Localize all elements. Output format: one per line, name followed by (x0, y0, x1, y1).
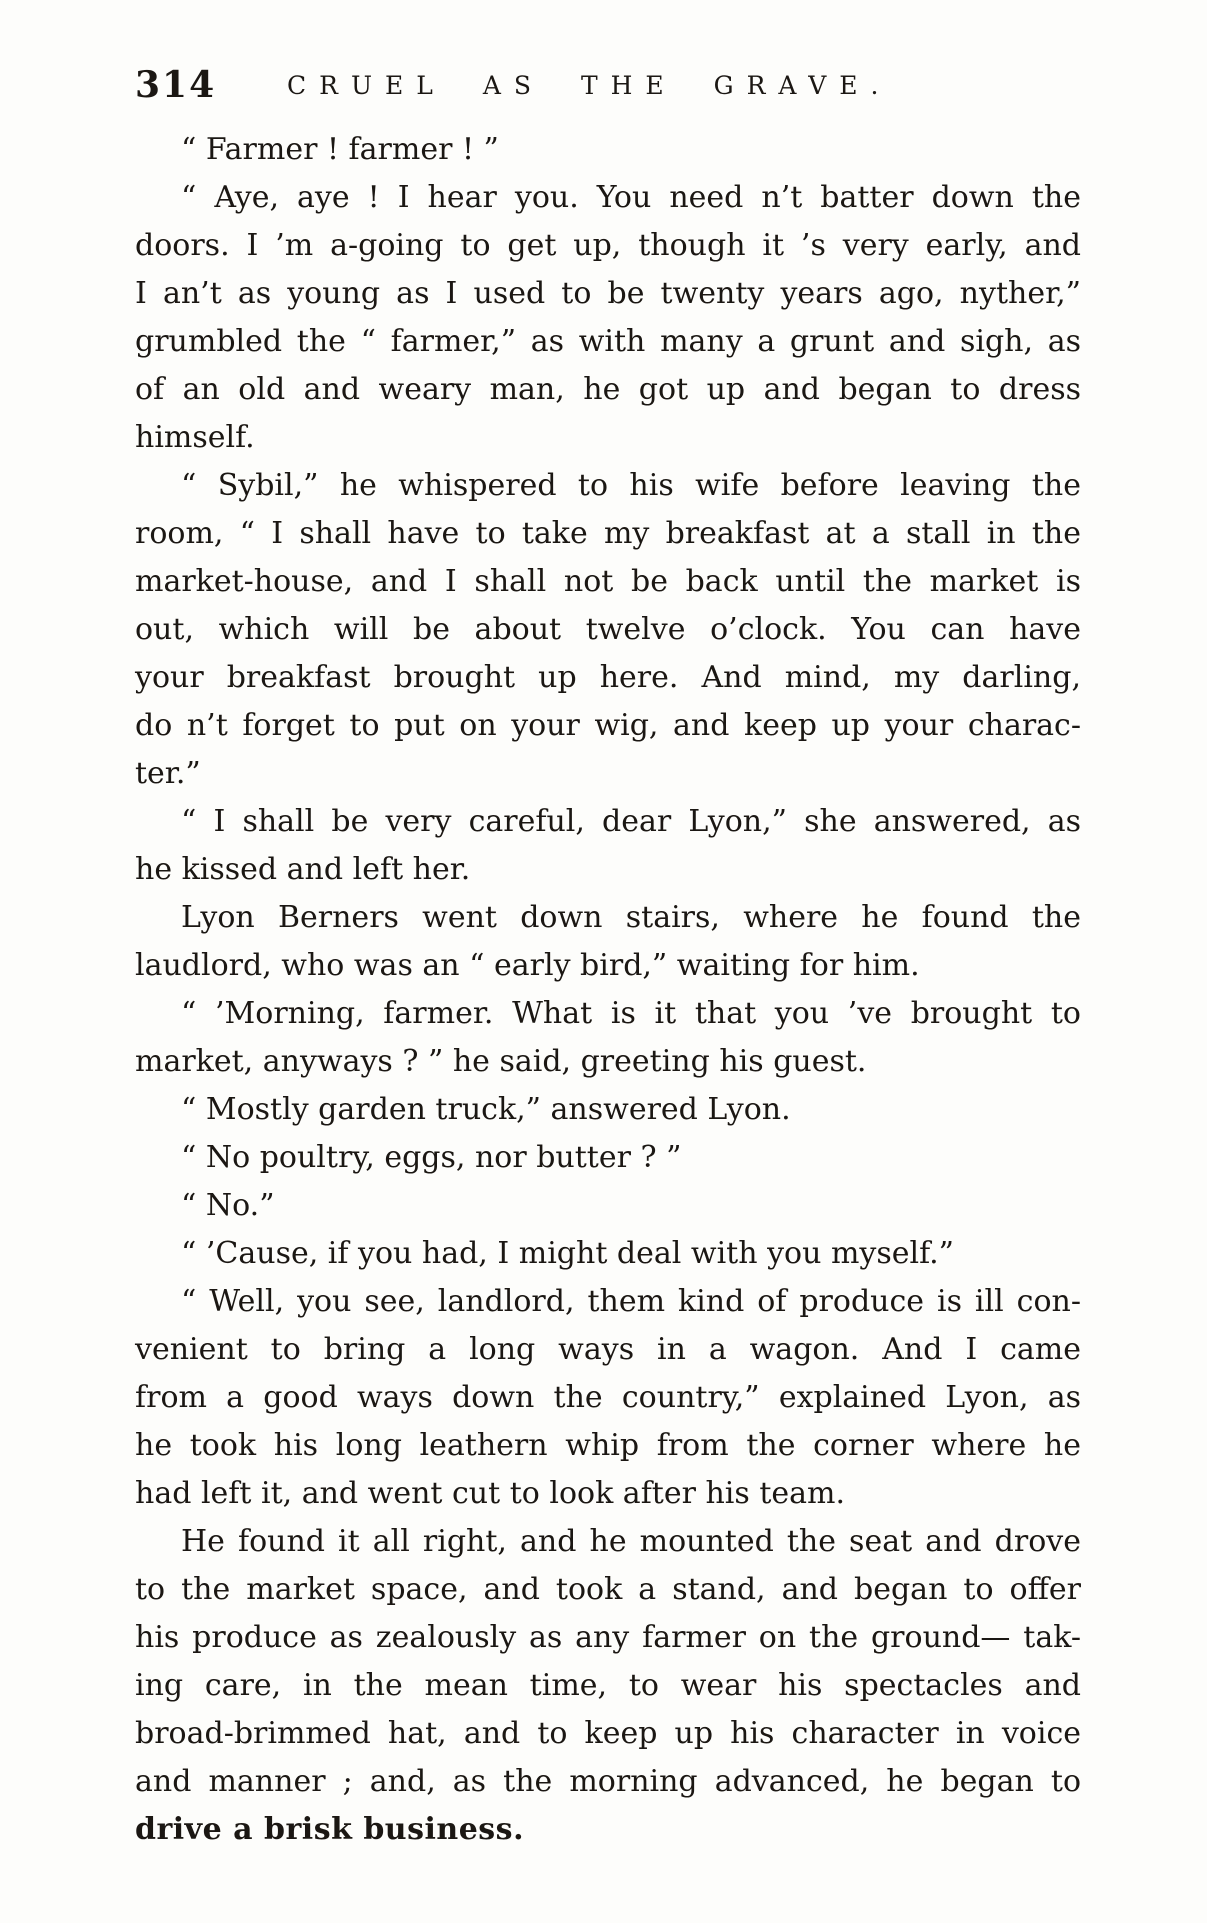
page-number: 314 (135, 64, 217, 106)
paragraph (135, 1230, 1081, 1278)
text-line: broad-brimmed hat, and to keep up his character in voice (135, 1716, 1081, 1751)
text-line: from a good ways down the country,” explained Lyon, as (135, 1380, 1081, 1415)
paragraph (135, 126, 1081, 174)
text-line: ter.” (135, 756, 201, 791)
paragraph (135, 1086, 1081, 1134)
text-line: I an’t as young as I used to be twenty years ago, nyther,” (135, 276, 1081, 311)
text-line: “ I shall be very careful, dear Lyon,” she answered, as (181, 804, 1081, 839)
text-line: do n’t forget to put on your wig, and keep up your charac- (135, 708, 1081, 743)
running-title: CRUEL AS THE GRAVE. (287, 71, 892, 100)
text-line: grumbled the “ farmer,” as with many a grunt and sigh, as (135, 324, 1081, 359)
text-line: “ ’Morning, farmer. What is it that you ’ve brought to (181, 996, 1081, 1031)
text-line: himself. (135, 420, 255, 455)
paragraph (135, 462, 1081, 798)
paragraph (135, 798, 1081, 894)
text-line: had left it, and went cut to look after his team. (135, 1476, 846, 1511)
paragraph (135, 990, 1081, 1086)
text-line: out, which will be about twelve o’clock. You can have (135, 612, 1081, 647)
text-line: ing care, in the mean time, to wear his spectacles and (135, 1668, 1081, 1703)
text-line: his produce as zealously as any farmer on the ground— tak- (135, 1620, 1081, 1655)
text-line: Lyon Berners went down stairs, where he found the (181, 900, 1081, 935)
paragraph (135, 1182, 1081, 1230)
text-line: He found it all right, and he mounted the seat and drove (181, 1524, 1081, 1559)
text-line: “ Well, you see, landlord, them kind of produce is ill con- (181, 1284, 1081, 1319)
paragraph (135, 174, 1081, 462)
text-line: laudlord, who was an “ early bird,” waiting for him. (135, 948, 920, 983)
text-line: “ Mostly garden truck,” answered Lyon. (181, 1092, 791, 1127)
paragraph (135, 1278, 1081, 1518)
text-line: “ Aye, aye ! I hear you. You need n’t batter down the (181, 180, 1081, 215)
paragraph (135, 1518, 1081, 1854)
text-line: “ No poultry, eggs, nor butter ? ” (181, 1140, 682, 1175)
text-line: drive a brisk business. (135, 1812, 525, 1847)
text-line: market, anyways ? ” he said, greeting his guest. (135, 1044, 867, 1079)
text-line: “ No.” (181, 1188, 275, 1223)
paragraph (135, 894, 1081, 990)
text-line: venient to bring a long ways in a wagon. And I came (135, 1332, 1081, 1367)
page-header (135, 64, 1080, 110)
text-line: he took his long leathern whip from the corner where he (135, 1428, 1081, 1463)
text-line: “ ’Cause, if you had, I might deal with you myself.” (181, 1236, 954, 1271)
text-line: doors. I ’m a-going to get up, though it ’s very early, and (135, 228, 1081, 263)
text-line: market-house, and I shall not be back until the market is (135, 564, 1081, 599)
text-line: of an old and weary man, he got up and began to dress (135, 372, 1081, 407)
text-line: he kissed and left her. (135, 852, 471, 887)
text-line: room, “ I shall have to take my breakfast at a stall in the (135, 516, 1081, 551)
text-line: “ Farmer ! farmer ! ” (181, 132, 499, 167)
text-line: your breakfast brought up here. And mind, my darling, (135, 660, 1081, 695)
page-body (135, 126, 1081, 1854)
paragraph (135, 1134, 1081, 1182)
text-line: to the market space, and took a stand, and began to offer (135, 1572, 1081, 1607)
text-line: “ Sybil,” he whispered to his wife before leaving the (181, 468, 1081, 503)
text-line: and manner ; and, as the morning advanced, he began to (135, 1764, 1081, 1799)
